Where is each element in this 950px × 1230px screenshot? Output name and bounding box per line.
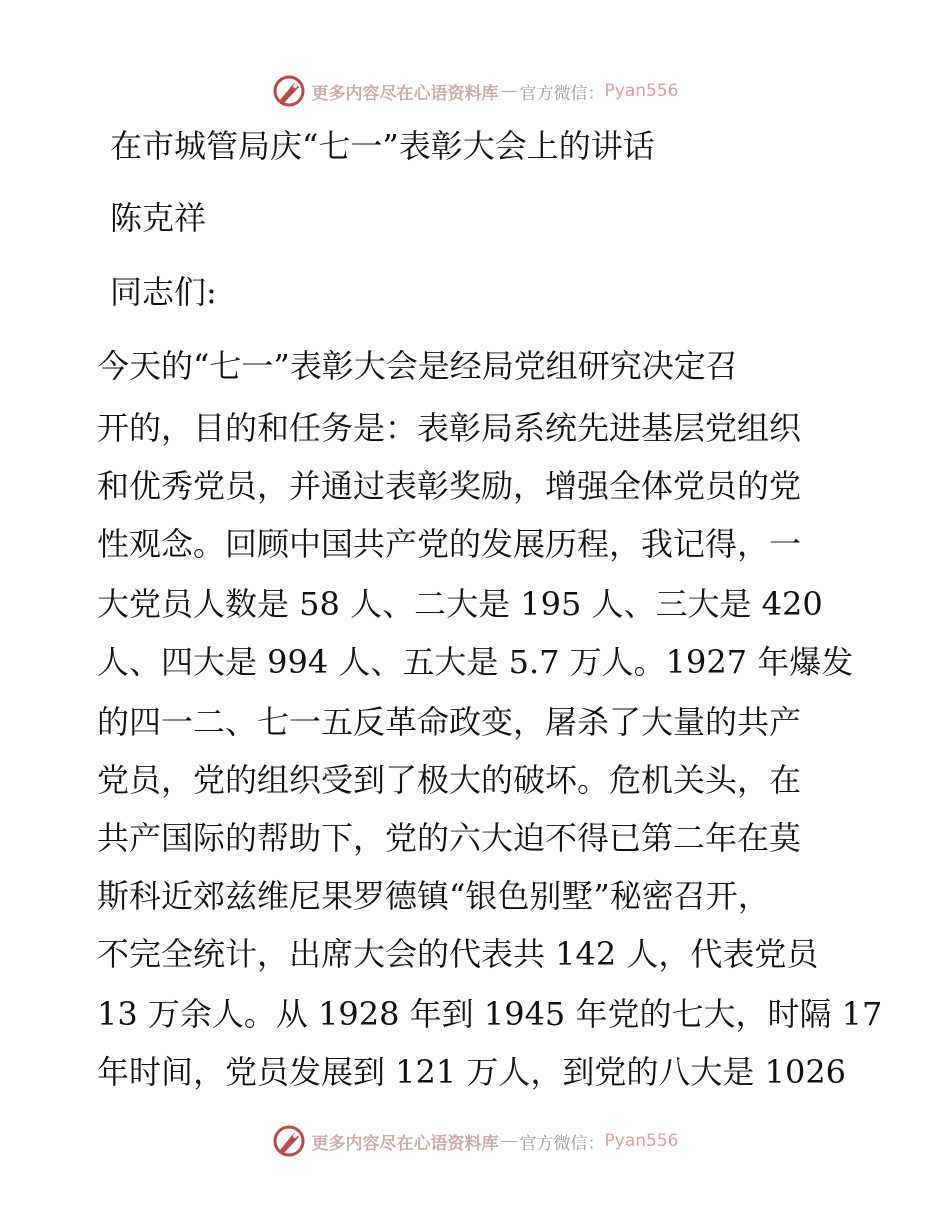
banner-main-text: 更多内容尽在心语资料库 (311, 83, 499, 104)
document-salutation: 同志们: (110, 273, 217, 311)
banner-separator: — (500, 1131, 518, 1151)
banner-main-text: 更多内容尽在心语资料库 (311, 1133, 499, 1154)
banner-wechat-id: Pyan556 (604, 1131, 679, 1151)
body-line: 性观念。回顾中国共产党的发展历程，我记得，一 (97, 525, 802, 563)
body-line: 人、四大是 994 人、五大是 5.7 万人。1927 年爆发 (97, 643, 854, 681)
header-watermark-banner (0, 74, 950, 108)
body-line: 斯科近郊兹维尼果罗德镇“银色别墅”秘密召开， (97, 877, 770, 915)
body-line: 大党员人数是 58 人、二大是 195 人、三大是 420 (97, 585, 823, 623)
pen-nib-logo-icon (272, 74, 306, 108)
footer-watermark-banner (0, 1124, 950, 1158)
banner-wechat-id: Pyan556 (604, 81, 679, 101)
body-line: 开的，目的和任务是：表彰局系统先进基层党组织 (97, 409, 802, 447)
pen-nib-logo-icon (272, 1124, 306, 1158)
banner-wechat-label: 官方微信： (519, 83, 605, 104)
body-line: 13 万余人。从 1928 年到 1945 年党的七大，时隔 17 (97, 995, 883, 1033)
body-line: 和优秀党员，并通过表彰奖励，增强全体党员的党 (97, 467, 802, 505)
body-line: 年时间，党员发展到 121 万人，到党的八大是 1026 (97, 1053, 847, 1091)
body-line: 共产国际的帮助下，党的六大迫不得已第二年在莫 (97, 819, 802, 857)
document-title: 在市城管局庆“七一”表彰大会上的讲话 (110, 127, 655, 165)
body-line: 今天的“七一”表彰大会是经局党组研究决定召 (97, 347, 738, 385)
body-line: 党员，党的组织受到了极大的破坏。危机关头，在 (97, 761, 802, 799)
banner-separator: — (500, 81, 518, 101)
banner-wechat-label: 官方微信： (519, 1133, 605, 1154)
body-line: 的四一二、七一五反革命政变，屠杀了大量的共产 (97, 703, 802, 741)
document-author: 陈克祥 (110, 199, 207, 237)
body-line: 不完全统计，出席大会的代表共 142 人，代表党员 (97, 935, 819, 973)
